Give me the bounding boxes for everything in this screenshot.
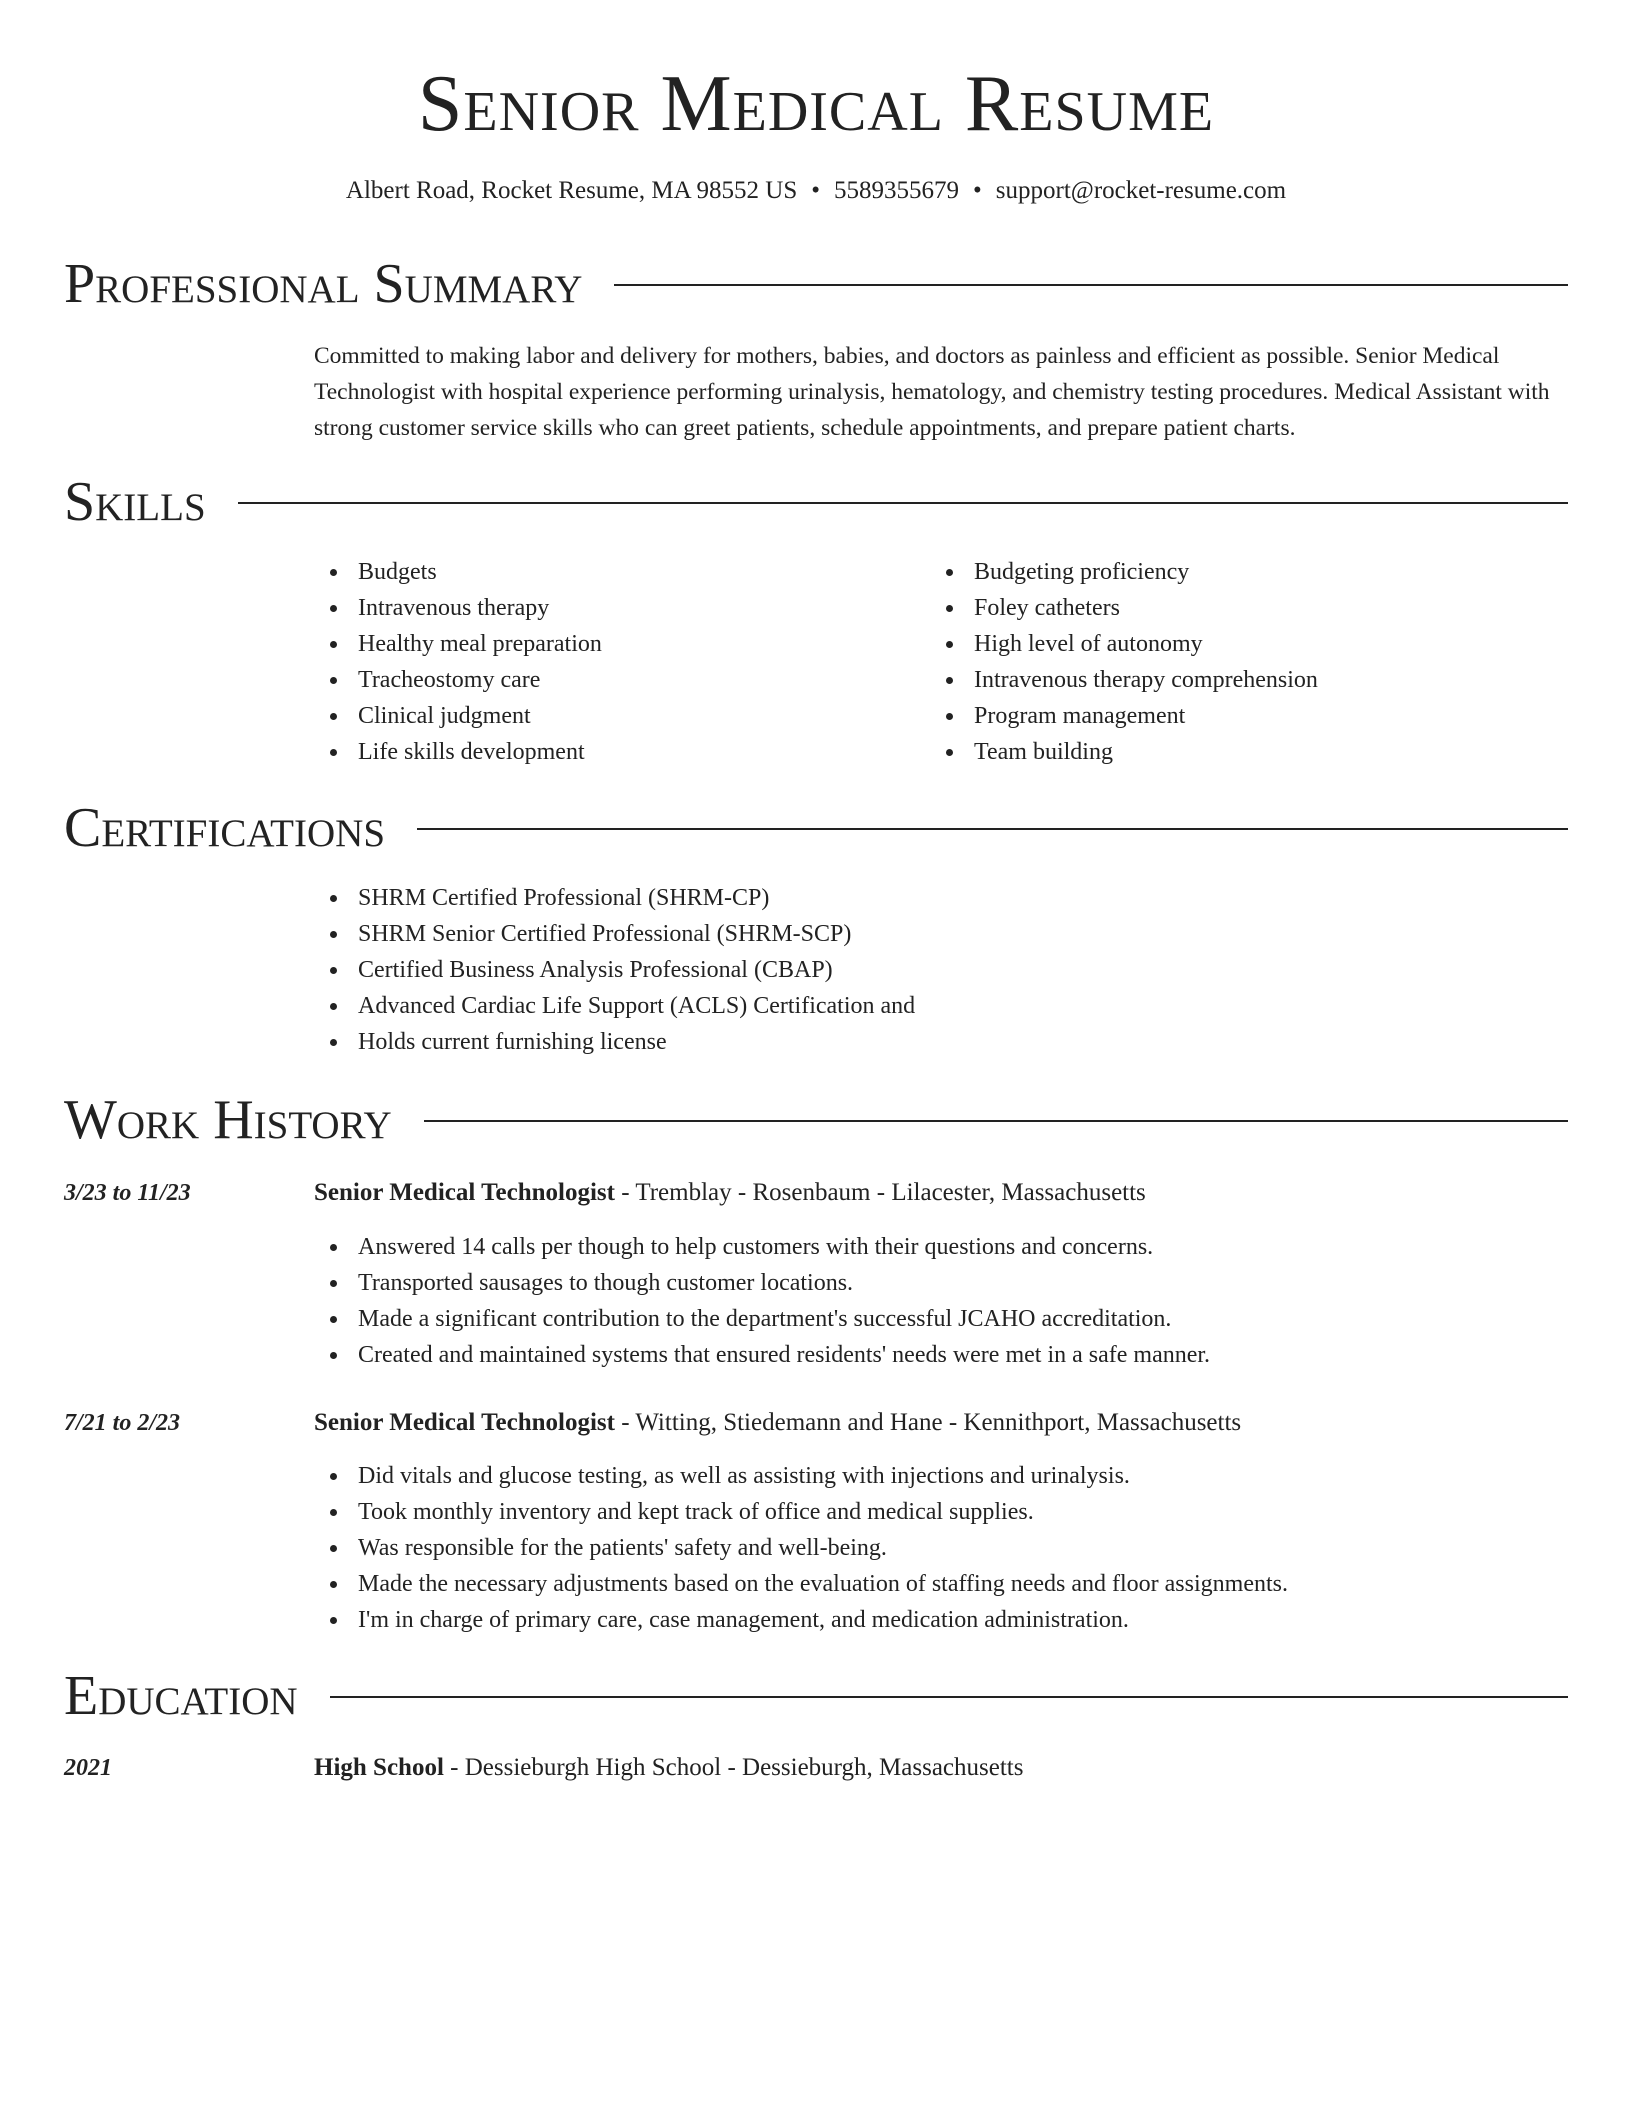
skill-item: Budgets — [314, 554, 914, 590]
certification-item: Certified Business Analysis Professional (CBAP) — [314, 952, 1568, 988]
contact-address: Albert Road, Rocket Resume, MA 98552 US — [345, 177, 798, 204]
job-dates: 3/23 to 11/23 — [64, 1180, 191, 1206]
job-duties-list — [314, 1458, 1568, 1638]
skill-item: Life skills development — [314, 734, 914, 770]
skill-item: Foley catheters — [930, 590, 1550, 626]
section-header-certifications — [64, 796, 1568, 860]
education-degree: High School — [314, 1754, 444, 1781]
skills-column-left — [314, 554, 914, 770]
resume-title: Senior Medical Resume — [417, 60, 1215, 148]
certification-item: Holds current furnishing license — [314, 1024, 1568, 1060]
education-school: - Dessieburgh High School - Dessieburgh, Massachusetts — [443, 1754, 1024, 1781]
job-duty-item: Answered 14 calls per though to help customers with their questions and concerns. — [314, 1229, 1568, 1265]
job-heading — [314, 1175, 1146, 1211]
section-title-skills: Skills — [64, 471, 206, 533]
section-title-certifications: Certifications — [64, 797, 386, 859]
certifications-list — [314, 880, 1568, 1060]
job-duties — [314, 1229, 1568, 1373]
summary-text: Committed to making labor and delivery for mothers, babies, and doctors as painless and efficient as possible. Senior Medical Technologist with hospital experience performing urinalysis, hematology, and chemistry testing procedures. Medical Assistant with strong customer service skills who can greet patients, schedule appointments, and prepare patient charts. — [314, 343, 1550, 441]
contact-separator: • — [811, 177, 821, 204]
contact-separator: • — [973, 177, 982, 204]
certification-item: SHRM Senior Certified Professional (SHRM-SCP) — [314, 916, 1568, 952]
job-dates: 7/21 to 2/23 — [64, 1410, 181, 1436]
contact-phone: 5589355679 — [834, 177, 960, 204]
section-header-education — [64, 1664, 1568, 1728]
skill-item: Intravenous therapy — [314, 590, 914, 626]
skills-list-left — [314, 554, 914, 770]
skill-item: Clinical judgment — [314, 698, 914, 734]
section-divider — [238, 502, 1568, 504]
job-duty-item: I'm in charge of primary care, case management, and medication administration. — [314, 1602, 1568, 1638]
certification-item: SHRM Certified Professional (SHRM-CP) — [314, 880, 1568, 916]
job-duties — [314, 1458, 1568, 1638]
job-heading — [314, 1405, 1241, 1441]
section-title-education: Education — [64, 1665, 298, 1727]
skill-item: Team building — [930, 734, 1550, 770]
job-duty-item: Made the necessary adjustments based on the evaluation of staffing needs and floor assignments. — [314, 1566, 1568, 1602]
job-duties-list — [314, 1229, 1568, 1373]
job-duty-item: Took monthly inventory and kept track of office and medical supplies. — [314, 1494, 1568, 1530]
section-divider — [614, 284, 1568, 286]
section-header-skills — [64, 470, 1568, 534]
education-year: 2021 — [64, 1755, 112, 1781]
section-title-work-history: Work History — [64, 1089, 392, 1151]
education-heading — [314, 1750, 1023, 1786]
section-title-summary: Professional Summary — [64, 253, 583, 315]
skill-item: High level of autonomy — [930, 626, 1550, 662]
section-header-work-history — [64, 1088, 1568, 1152]
certification-item: Advanced Cardiac Life Support (ACLS) Certification and — [314, 988, 1568, 1024]
certifications-block — [314, 880, 1568, 1060]
section-header-summary — [64, 252, 1568, 316]
skill-item: Intravenous therapy comprehension — [930, 662, 1550, 698]
job-duty-item: Created and maintained systems that ensured residents' needs were met in a safe manner. — [314, 1337, 1568, 1373]
section-divider — [417, 828, 1568, 830]
job-employer: - Tremblay - Rosenbaum - Lilacester, Massachusetts — [614, 1179, 1146, 1206]
job-role: Senior Medical Technologist — [314, 1179, 615, 1206]
job-duty-item: Did vitals and glucose testing, as well as assisting with injections and urinalysis. — [314, 1458, 1568, 1494]
skill-item: Healthy meal preparation — [314, 626, 914, 662]
skill-item: Program management — [930, 698, 1550, 734]
job-role: Senior Medical Technologist — [314, 1409, 615, 1436]
skill-item: Budgeting proficiency — [930, 554, 1550, 590]
job-duty-item: Was responsible for the patients' safety and well-being. — [314, 1530, 1568, 1566]
contact-email: support@rocket-resume.com — [995, 177, 1287, 204]
job-employer: - Witting, Stiedemann and Hane - Kennithport, Massachusetts — [614, 1409, 1242, 1436]
skills-column-right — [930, 554, 1550, 770]
section-divider — [330, 1696, 1568, 1698]
job-duty-item: Transported sausages to though customer locations. — [314, 1265, 1568, 1301]
job-duty-item: Made a significant contribution to the department's successful JCAHO accreditation. — [314, 1301, 1568, 1337]
skills-list-right — [930, 554, 1550, 770]
section-divider — [424, 1120, 1568, 1122]
skill-item: Tracheostomy care — [314, 662, 914, 698]
contact-line — [0, 174, 1632, 208]
